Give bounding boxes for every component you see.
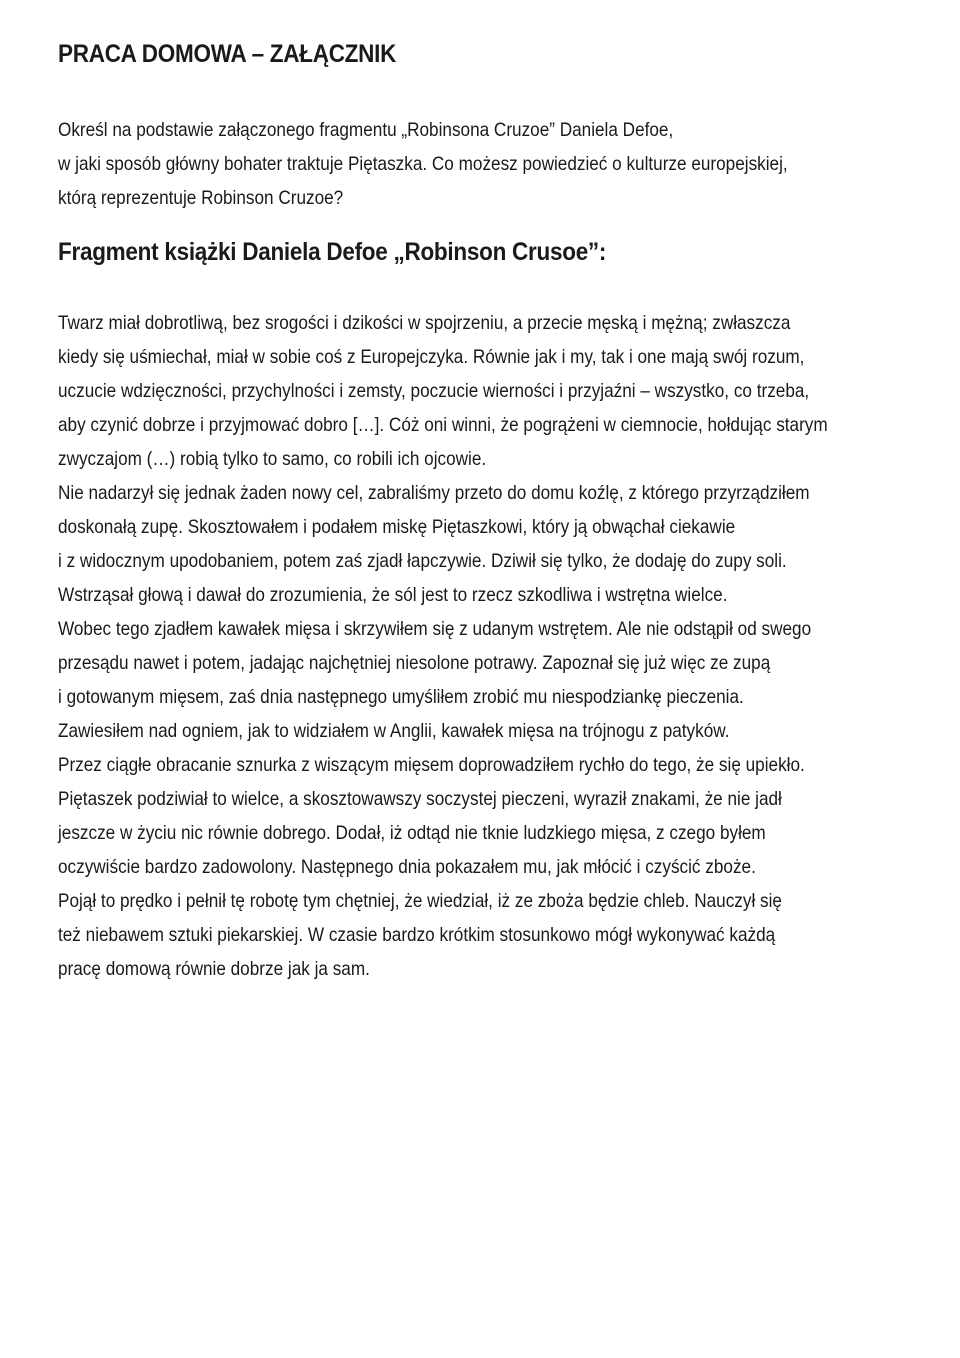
fragment-line: kiedy się uśmiechał, miał w sobie coś z Europejczyka. Równie jak i my, tak i one mają swój rozum, [58, 346, 805, 368]
fragment-line: przesądu nawet i potem, jadając najchętniej niesolone potrawy. Zapoznał się już więc ze zupą [58, 652, 771, 674]
fragment-line: też niebawem sztuki piekarskiej. W czasie bardzo krótkim stosunkowo mógł wykonywać każdą [58, 924, 776, 946]
task-line: którą reprezentuje Robinson Cruzoe? [58, 187, 344, 209]
book-fragment [58, 306, 933, 986]
fragment-line: i z widocznym upodobaniem, potem zaś zjadł łapczywie. Dziwił się tylko, że dodaję do zupy soli. [58, 550, 787, 572]
fragment-line: jeszcze w życiu nic równie dobrego. Dodał, iż odtąd nie tknie ludzkiego mięsa, z czego byłem [58, 822, 766, 844]
fragment-line: pracę domową równie dobrze jak ja sam. [58, 958, 370, 980]
document-title: PRACA DOMOWA – ZAŁĄCZNIK [58, 40, 397, 68]
fragment-line: Nie nadarzył się jednak żaden nowy cel, zabraliśmy przeto do domu koźlę, z którego przyrządziłem [58, 482, 810, 504]
fragment-line: uczucie wdzięczności, przychylności i zemsty, poczucie wierności i przyjaźni – wszystko, co trzeba, [58, 380, 810, 402]
fragment-line: zwyczajom (…) robią tylko to samo, co robili ich ojcowie. [58, 448, 487, 470]
fragment-line: Wobec tego zjadłem kawałek mięsa i skrzywiłem się z udanym wstrętem. Ale nie odstąpił od swego [58, 618, 812, 640]
fragment-line: Piętaszek podziwiał to wielce, a skosztowawszy soczystej pieczeni, wyraził znakami, że nie jadł [58, 788, 782, 810]
fragment-heading: Fragment książki Daniela Defoe „Robinson Crusoe”: [58, 238, 607, 266]
fragment-line: oczywiście bardzo zadowolony. Następnego dnia pokazałem mu, jak młócić i czyścić zboże. [58, 856, 756, 878]
task-line: w jaki sposób główny bohater traktuje Piętaszka. Co możesz powiedzieć o kulturze europejskiej, [58, 153, 788, 175]
fragment-line: Wstrząsał głową i dawał do zrozumienia, że sól jest to rzecz szkodliwa i wstrętna wielce. [58, 584, 728, 606]
fragment-line: Pojął to prędko i pełnił tę robotę tym chętniej, że wiedział, iż ze zboża będzie chleb. Nauczył się [58, 890, 782, 912]
fragment-line: Zawiesiłem nad ogniem, jak to widziałem w Anglii, kawałek mięsa na trójnogu z patyków. [58, 720, 730, 742]
fragment-line: i gotowanym mięsem, zaś dnia następnego umyśliłem zrobić mu niespodziankę pieczenia. [58, 686, 744, 708]
fragment-line: doskonałą zupę. Skosztowałem i podałem miskę Piętaszkowi, który ją obwąchał ciekawie [58, 516, 736, 538]
fragment-line: Twarz miał dobrotliwą, bez srogości i dzikości w spojrzeniu, a przecie męską i mężną; zwłaszcza [58, 312, 791, 334]
fragment-line: Przez ciągłe obracanie sznurka z wiszącym mięsem doprowadziłem rychło do tego, że się upiekło. [58, 754, 805, 776]
task-line: Określ na podstawie załączonego fragmentu „Robinsona Cruzoe” Daniela Defoe, [58, 119, 674, 141]
fragment-line: aby czynić dobrze i przyjmować dobro […]. Cóż oni winni, że pogrążeni w ciemnocie, hołdując starym [58, 414, 828, 436]
task-instructions [58, 113, 887, 215]
